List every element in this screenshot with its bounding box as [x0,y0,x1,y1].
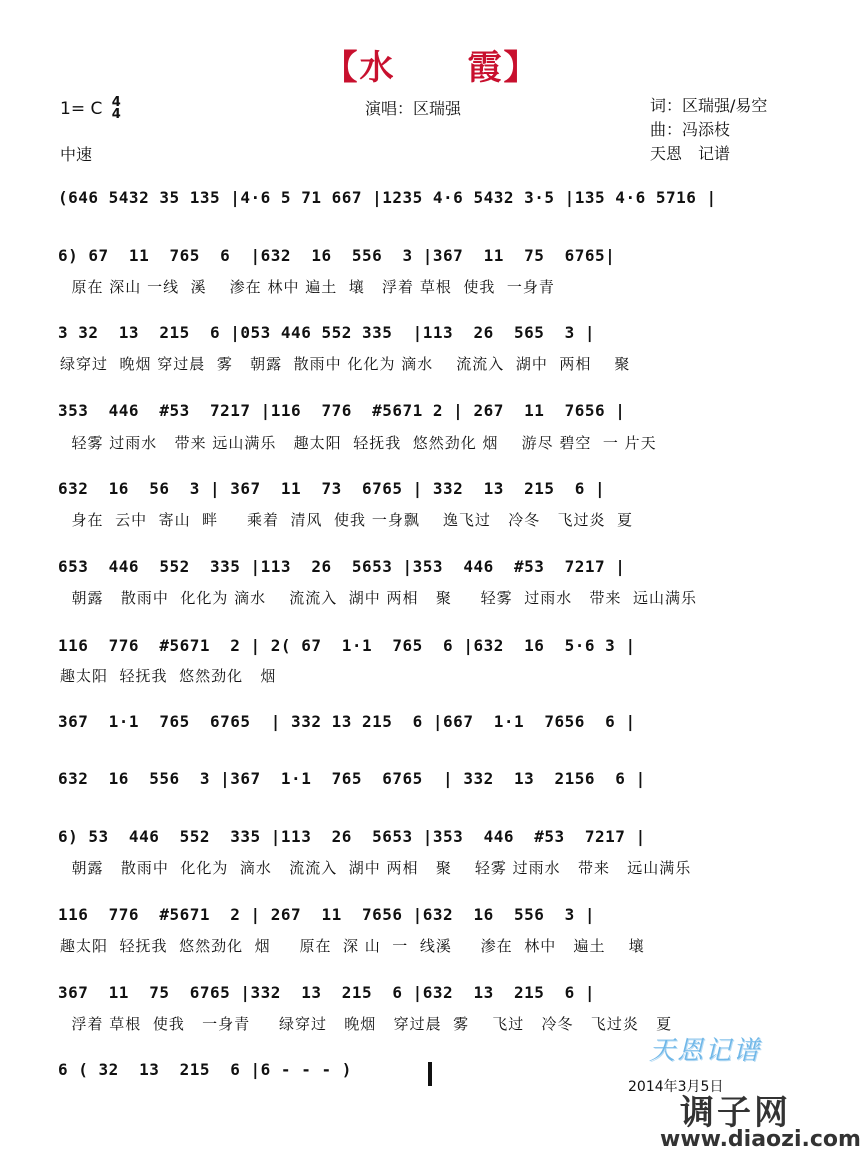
lyric-line-11: 趣太阳 轻抚我 悠然劲化 烟 原在 深 山 一 线溪 渗在 林中 遍土 壤 [60,937,645,955]
composer-credit: 曲：冯添枝 [650,120,731,139]
lyric-line-10: 朝露 散雨中 化化为 滴水 流流入 湖中 两相 聚 轻雾 过雨水 带来 远山满乐 [60,859,692,877]
score-line-12: 367 11 75 6765 |332 13 215 6 |632 13 215 6 | [58,983,596,1002]
key-signature [60,97,121,121]
score-line-8: 367 1·1 765 6765 | 332 13 215 6 |667 1·1 7656 6 | [58,712,636,731]
time-signature-top: 4 [111,95,121,110]
lyric-line-5: 身在 云中 寄山 畔 乘着 清风 使我 一身飘 逸飞过 冷冬 飞过炎 夏 [60,511,634,529]
final-barline [428,1062,432,1086]
stamp-date: 2014年3月5日 [628,1079,724,1095]
transcriber-stamp: 天恩记谱 [648,1036,761,1066]
time-signature-bottom: 4 [111,107,121,122]
lyric-line-6: 朝露 散雨中 化化为 滴水 流流入 湖中 两相 聚 轻雾 过雨水 带来 远山满乐 [60,589,698,607]
site-logo: 调子网 [680,1093,791,1133]
lyric-line-12: 浮着 草根 使我 一身青 绿穿过 晚烟 穿过晨 雾 飞过 冷冬 飞过炎 夏 [60,1015,673,1033]
time-signature [112,97,121,121]
score-line-7: 116 776 #5671 2 | 2( 67 1·1 765 6 |632 16 5·6 3 | [58,636,636,655]
transcriber-credit: 天恩 记谱 [650,144,731,163]
lyric-line-4: 轻雾 过雨水 带来 远山满乐 趣太阳 轻抚我 悠然劲化 烟 游尽 碧空 一 片天 [60,434,657,452]
score-line-6: 653 446 552 335 |113 26 5653 |353 446 #53 7217 | [58,557,626,576]
singer-credit: 演唱：区瑞强 [365,99,462,118]
score-line-11: 116 776 #5671 2 | 267 11 7656 |632 16 556 3 | [58,905,596,924]
lyric-line-2: 原在 深山 一线 溪 渗在 林中 遍土 壤 浮着 草根 使我 一身青 [60,278,555,296]
song-title: 【水 霞】 [323,48,540,88]
key-label: 1= C [60,99,103,119]
lyric-line-3: 绿穿过 晚烟 穿过晨 雾 朝露 散雨中 化化为 滴水 流流入 湖中 两相 聚 [60,355,631,373]
site-url: www.diaozi.com [660,1127,861,1152]
lyricist-credit: 词：区瑞强/易空 [650,96,768,115]
credits-block [650,94,767,166]
score-line-10: 6) 53 446 552 335 |113 26 5653 |353 446 #53 7217 | [58,827,646,846]
score-line-4: 353 446 #53 7217 |116 776 #5671 2 | 267 11 7656 | [58,401,626,420]
tempo-marking: 中速 [60,145,93,164]
score-line-1: (646 5432 35 135 |4·6 5 71 667 |1235 4·6 5432 3·5 |135 4·6 5716 | [58,188,717,207]
score-line-5: 632 16 56 3 | 367 11 73 6765 | 332 13 215 6 | [58,479,606,498]
score-line-2: 6) 67 11 765 6 |632 16 556 3 |367 11 75 6765| [58,246,616,265]
score-line-3: 3 32 13 215 6 |053 446 552 335 |113 26 565 3 | [58,323,596,342]
score-line-9: 632 16 556 3 |367 1·1 765 6765 | 332 13 2156 6 | [58,769,646,788]
lyric-line-7: 趣太阳 轻抚我 悠然劲化 烟 [60,667,277,685]
score-line-13: 6 ( 32 13 215 6 |6 - - - ) [58,1060,352,1079]
